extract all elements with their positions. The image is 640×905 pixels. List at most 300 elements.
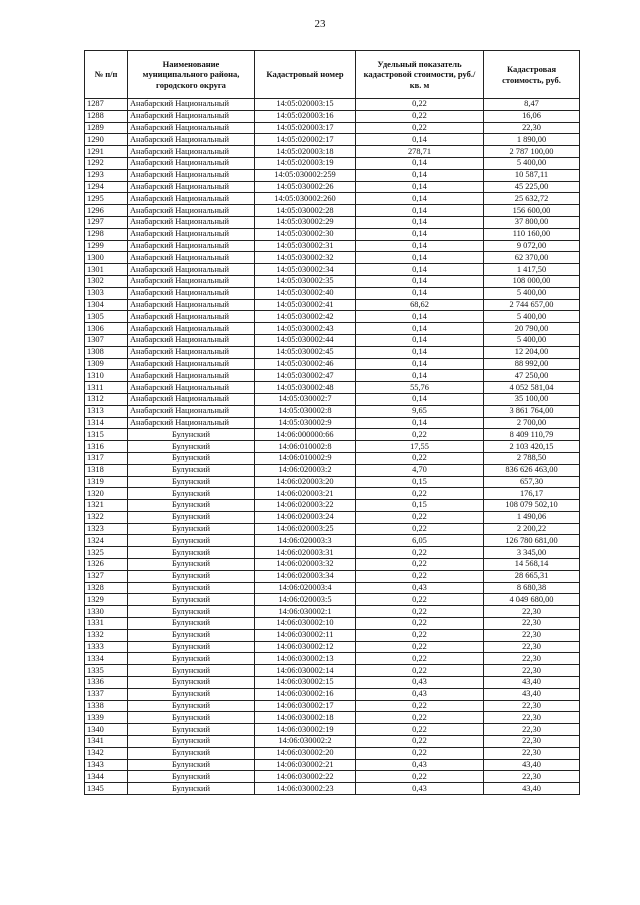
specific-indicator: 0,43 <box>356 783 484 795</box>
specific-indicator: 0,22 <box>356 511 484 523</box>
table-row <box>85 618 580 630</box>
cadastral-value: 22,30 <box>484 122 580 134</box>
district-name: Булунский <box>128 441 255 453</box>
district-name: Булунский <box>128 724 255 736</box>
row-number: 1343 <box>85 759 128 771</box>
cadastral-number: 14:05:030002:28 <box>255 205 356 217</box>
cadastral-number: 14:06:030002:1 <box>255 606 356 618</box>
table-row <box>85 417 580 429</box>
cadastral-value: 4 052 581,04 <box>484 382 580 394</box>
cadastral-value: 2 744 657,00 <box>484 299 580 311</box>
row-number: 1327 <box>85 570 128 582</box>
cadastral-number: 14:06:020003:31 <box>255 547 356 559</box>
row-number: 1324 <box>85 535 128 547</box>
district-name: Анабарский Национальный <box>128 252 255 264</box>
cadastral-value: 2 788,50 <box>484 452 580 464</box>
specific-indicator: 0,22 <box>356 488 484 500</box>
district-name: Булунский <box>128 677 255 689</box>
district-name: Булунский <box>128 736 255 748</box>
cadastral-value: 5 400,00 <box>484 311 580 323</box>
cadastral-number: 14:06:010002:9 <box>255 452 356 464</box>
row-number: 1339 <box>85 712 128 724</box>
specific-indicator: 0,22 <box>356 724 484 736</box>
cadastral-value: 62 370,00 <box>484 252 580 264</box>
cadastral-number: 14:05:030002:43 <box>255 323 356 335</box>
table-row <box>85 169 580 181</box>
row-number: 1290 <box>85 134 128 146</box>
cadastral-value: 43,40 <box>484 759 580 771</box>
cadastral-value: 3 861 764,00 <box>484 405 580 417</box>
cadastral-value: 43,40 <box>484 783 580 795</box>
cadastral-number: 14:05:030002:42 <box>255 311 356 323</box>
row-number: 1305 <box>85 311 128 323</box>
table-row <box>85 559 580 571</box>
specific-indicator: 0,14 <box>356 193 484 205</box>
specific-indicator: 4,70 <box>356 464 484 476</box>
district-name: Булунский <box>128 712 255 724</box>
district-name: Анабарский Национальный <box>128 169 255 181</box>
table-row <box>85 252 580 264</box>
header-num: № п/п <box>85 51 128 99</box>
header-specific-indicator: Удельный показатель кадастровой стоимости, руб./кв. м <box>356 51 484 99</box>
row-number: 1294 <box>85 181 128 193</box>
specific-indicator: 0,15 <box>356 476 484 488</box>
table-row <box>85 665 580 677</box>
table-row <box>85 134 580 146</box>
specific-indicator: 68,62 <box>356 299 484 311</box>
specific-indicator: 0,22 <box>356 641 484 653</box>
row-number: 1333 <box>85 641 128 653</box>
row-number: 1291 <box>85 146 128 158</box>
table-row <box>85 783 580 795</box>
cadastral-value: 108 079 502,10 <box>484 500 580 512</box>
specific-indicator: 0,22 <box>356 594 484 606</box>
cadastral-value: 35 100,00 <box>484 393 580 405</box>
table-row <box>85 570 580 582</box>
cadastral-number: 14:05:030002:44 <box>255 334 356 346</box>
cadastral-value: 2 103 420,15 <box>484 441 580 453</box>
cadastral-number: 14:05:030002:259 <box>255 169 356 181</box>
cadastral-number: 14:06:030002:12 <box>255 641 356 653</box>
table-row <box>85 264 580 276</box>
specific-indicator: 0,43 <box>356 688 484 700</box>
cadastral-value: 25 632,72 <box>484 193 580 205</box>
row-number: 1319 <box>85 476 128 488</box>
specific-indicator: 0,14 <box>356 205 484 217</box>
row-number: 1337 <box>85 688 128 700</box>
district-name: Анабарский Национальный <box>128 264 255 276</box>
cadastral-value: 16,06 <box>484 110 580 122</box>
row-number: 1302 <box>85 275 128 287</box>
district-name: Булунский <box>128 759 255 771</box>
cadastral-value: 8 409 110,79 <box>484 429 580 441</box>
cadastral-number: 14:05:030002:48 <box>255 382 356 394</box>
header-district: Наименование муниципального района, городского округа <box>128 51 255 99</box>
cadastral-number: 14:05:030002:34 <box>255 264 356 276</box>
table-row <box>85 736 580 748</box>
row-number: 1325 <box>85 547 128 559</box>
table-row <box>85 547 580 559</box>
table-row <box>85 346 580 358</box>
row-number: 1306 <box>85 323 128 335</box>
cadastral-number: 14:05:020003:17 <box>255 122 356 134</box>
row-number: 1332 <box>85 629 128 641</box>
row-number: 1318 <box>85 464 128 476</box>
cadastral-number: 14:06:030002:16 <box>255 688 356 700</box>
cadastral-value: 22,30 <box>484 700 580 712</box>
cadastral-number: 14:06:020003:4 <box>255 582 356 594</box>
cadastral-value: 5 400,00 <box>484 287 580 299</box>
cadastral-number: 14:06:020003:2 <box>255 464 356 476</box>
district-name: Анабарский Национальный <box>128 240 255 252</box>
cadastral-number: 14:06:030002:15 <box>255 677 356 689</box>
district-name: Булунский <box>128 653 255 665</box>
cadastral-value: 1 890,00 <box>484 134 580 146</box>
specific-indicator: 55,76 <box>356 382 484 394</box>
cadastral-table <box>84 50 580 795</box>
row-number: 1303 <box>85 287 128 299</box>
table-row <box>85 511 580 523</box>
table-row <box>85 677 580 689</box>
row-number: 1315 <box>85 429 128 441</box>
row-number: 1313 <box>85 405 128 417</box>
district-name: Булунский <box>128 688 255 700</box>
row-number: 1296 <box>85 205 128 217</box>
specific-indicator: 0,14 <box>356 417 484 429</box>
row-number: 1295 <box>85 193 128 205</box>
cadastral-value: 110 160,00 <box>484 228 580 240</box>
table-row <box>85 334 580 346</box>
specific-indicator: 0,22 <box>356 700 484 712</box>
specific-indicator: 0,14 <box>356 275 484 287</box>
specific-indicator: 0,14 <box>356 334 484 346</box>
specific-indicator: 0,22 <box>356 712 484 724</box>
district-name: Анабарский Национальный <box>128 99 255 111</box>
specific-indicator: 0,22 <box>356 122 484 134</box>
cadastral-value: 5 400,00 <box>484 334 580 346</box>
specific-indicator: 0,14 <box>356 393 484 405</box>
specific-indicator: 0,22 <box>356 99 484 111</box>
district-name: Булунский <box>128 429 255 441</box>
district-name: Анабарский Национальный <box>128 181 255 193</box>
cadastral-number: 14:06:020003:34 <box>255 570 356 582</box>
table-row <box>85 382 580 394</box>
row-number: 1297 <box>85 216 128 228</box>
page-number: 23 <box>314 18 326 30</box>
row-number: 1344 <box>85 771 128 783</box>
cadastral-value: 22,30 <box>484 712 580 724</box>
specific-indicator: 0,22 <box>356 559 484 571</box>
specific-indicator: 0,22 <box>356 665 484 677</box>
district-name: Булунский <box>128 629 255 641</box>
specific-indicator: 0,14 <box>356 346 484 358</box>
cadastral-value: 22,30 <box>484 606 580 618</box>
specific-indicator: 0,22 <box>356 747 484 759</box>
cadastral-number: 14:06:020003:25 <box>255 523 356 535</box>
cadastral-number: 14:05:030002:47 <box>255 370 356 382</box>
specific-indicator: 278,71 <box>356 146 484 158</box>
district-name: Булунский <box>128 488 255 500</box>
district-name: Булунский <box>128 476 255 488</box>
cadastral-value: 43,40 <box>484 677 580 689</box>
row-number: 1326 <box>85 559 128 571</box>
cadastral-value: 1 490,06 <box>484 511 580 523</box>
specific-indicator: 0,22 <box>356 606 484 618</box>
row-number: 1322 <box>85 511 128 523</box>
specific-indicator: 0,14 <box>356 134 484 146</box>
district-name: Анабарский Национальный <box>128 405 255 417</box>
district-name: Булунский <box>128 665 255 677</box>
cadastral-value: 836 626 463,00 <box>484 464 580 476</box>
row-number: 1301 <box>85 264 128 276</box>
cadastral-number: 14:06:010002:8 <box>255 441 356 453</box>
row-number: 1345 <box>85 783 128 795</box>
cadastral-value: 28 665,31 <box>484 570 580 582</box>
row-number: 1334 <box>85 653 128 665</box>
specific-indicator: 0,22 <box>356 736 484 748</box>
row-number: 1310 <box>85 370 128 382</box>
row-number: 1298 <box>85 228 128 240</box>
cadastral-number: 14:06:020003:24 <box>255 511 356 523</box>
specific-indicator: 0,14 <box>356 157 484 169</box>
cadastral-value: 2 787 100,00 <box>484 146 580 158</box>
table-row <box>85 606 580 618</box>
table-row <box>85 500 580 512</box>
cadastral-value: 22,30 <box>484 724 580 736</box>
table-row <box>85 181 580 193</box>
row-number: 1288 <box>85 110 128 122</box>
district-name: Анабарский Национальный <box>128 370 255 382</box>
cadastral-number: 14:05:030002:40 <box>255 287 356 299</box>
cadastral-number: 14:06:030002:14 <box>255 665 356 677</box>
district-name: Анабарский Национальный <box>128 228 255 240</box>
district-name: Булунский <box>128 511 255 523</box>
table-row <box>85 629 580 641</box>
district-name: Булунский <box>128 700 255 712</box>
cadastral-value: 4 049 680,00 <box>484 594 580 606</box>
specific-indicator: 0,22 <box>356 110 484 122</box>
table-row <box>85 216 580 228</box>
cadastral-value: 657,30 <box>484 476 580 488</box>
table-row <box>85 452 580 464</box>
cadastral-value: 45 225,00 <box>484 181 580 193</box>
cadastral-number: 14:06:030002:13 <box>255 653 356 665</box>
cadastral-number: 14:05:020003:19 <box>255 157 356 169</box>
cadastral-value: 2 700,00 <box>484 417 580 429</box>
district-name: Анабарский Национальный <box>128 146 255 158</box>
district-name: Булунский <box>128 535 255 547</box>
row-number: 1331 <box>85 618 128 630</box>
specific-indicator: 9,65 <box>356 405 484 417</box>
cadastral-number: 14:05:030002:45 <box>255 346 356 358</box>
row-number: 1314 <box>85 417 128 429</box>
cadastral-value: 126 780 681,00 <box>484 535 580 547</box>
table-row <box>85 771 580 783</box>
cadastral-value: 22,30 <box>484 629 580 641</box>
table-row <box>85 110 580 122</box>
table-row <box>85 747 580 759</box>
table-row <box>85 287 580 299</box>
row-number: 1287 <box>85 99 128 111</box>
cadastral-value: 8 680,38 <box>484 582 580 594</box>
row-number: 1340 <box>85 724 128 736</box>
cadastral-value: 8,47 <box>484 99 580 111</box>
district-name: Булунский <box>128 500 255 512</box>
table-row <box>85 429 580 441</box>
row-number: 1335 <box>85 665 128 677</box>
specific-indicator: 0,14 <box>356 370 484 382</box>
table-row <box>85 299 580 311</box>
table-row <box>85 759 580 771</box>
header-cadastral-number: Кадастровый номер <box>255 51 356 99</box>
row-number: 1323 <box>85 523 128 535</box>
header-cadastral-value: Кадастровая стоимость, руб. <box>484 51 580 99</box>
row-number: 1309 <box>85 358 128 370</box>
cadastral-value: 5 400,00 <box>484 157 580 169</box>
table-row <box>85 393 580 405</box>
district-name: Анабарский Национальный <box>128 275 255 287</box>
cadastral-number: 14:06:020003:3 <box>255 535 356 547</box>
district-name: Анабарский Национальный <box>128 334 255 346</box>
cadastral-number: 14:06:030002:11 <box>255 629 356 641</box>
cadastral-number: 14:06:030002:20 <box>255 747 356 759</box>
cadastral-value: 2 200,22 <box>484 523 580 535</box>
table-row <box>85 228 580 240</box>
row-number: 1293 <box>85 169 128 181</box>
district-name: Булунский <box>128 464 255 476</box>
cadastral-number: 14:06:030002:23 <box>255 783 356 795</box>
cadastral-number: 14:05:020002:17 <box>255 134 356 146</box>
cadastral-value: 156 600,00 <box>484 205 580 217</box>
table-header-row <box>85 51 580 99</box>
specific-indicator: 0,43 <box>356 759 484 771</box>
row-number: 1312 <box>85 393 128 405</box>
cadastral-number: 14:06:030002:17 <box>255 700 356 712</box>
table-row <box>85 99 580 111</box>
row-number: 1300 <box>85 252 128 264</box>
specific-indicator: 0,22 <box>356 629 484 641</box>
district-name: Анабарский Национальный <box>128 122 255 134</box>
cadastral-number: 14:06:030002:19 <box>255 724 356 736</box>
specific-indicator: 6,05 <box>356 535 484 547</box>
district-name: Булунский <box>128 641 255 653</box>
cadastral-number: 14:06:030002:10 <box>255 618 356 630</box>
cadastral-value: 22,30 <box>484 771 580 783</box>
table-row <box>85 323 580 335</box>
cadastral-number: 14:05:020003:16 <box>255 110 356 122</box>
district-name: Анабарский Национальный <box>128 110 255 122</box>
cadastral-value: 22,30 <box>484 665 580 677</box>
specific-indicator: 0,22 <box>356 570 484 582</box>
district-name: Булунский <box>128 582 255 594</box>
cadastral-number: 14:05:030002:29 <box>255 216 356 228</box>
table-row <box>85 700 580 712</box>
specific-indicator: 0,14 <box>356 323 484 335</box>
table-row <box>85 724 580 736</box>
cadastral-number: 14:06:020003:32 <box>255 559 356 571</box>
specific-indicator: 17,55 <box>356 441 484 453</box>
cadastral-value: 43,40 <box>484 688 580 700</box>
table-row <box>85 275 580 287</box>
table-body <box>85 99 580 795</box>
district-name: Булунский <box>128 559 255 571</box>
cadastral-number: 14:05:020003:15 <box>255 99 356 111</box>
cadastral-number: 14:06:030002:22 <box>255 771 356 783</box>
specific-indicator: 0,14 <box>356 252 484 264</box>
table-row <box>85 193 580 205</box>
row-number: 1308 <box>85 346 128 358</box>
cadastral-value: 47 250,00 <box>484 370 580 382</box>
cadastral-value: 108 000,00 <box>484 275 580 287</box>
row-number: 1336 <box>85 677 128 689</box>
cadastral-number: 14:06:030002:18 <box>255 712 356 724</box>
table-row <box>85 594 580 606</box>
cadastral-value: 176,17 <box>484 488 580 500</box>
cadastral-value: 22,30 <box>484 618 580 630</box>
row-number: 1289 <box>85 122 128 134</box>
cadastral-value: 20 790,00 <box>484 323 580 335</box>
table-row <box>85 523 580 535</box>
cadastral-number: 14:05:030002:260 <box>255 193 356 205</box>
cadastral-number: 14:06:020003:21 <box>255 488 356 500</box>
table-row <box>85 582 580 594</box>
row-number: 1321 <box>85 500 128 512</box>
district-name: Анабарский Национальный <box>128 393 255 405</box>
cadastral-number: 14:05:020003:18 <box>255 146 356 158</box>
row-number: 1320 <box>85 488 128 500</box>
table-row <box>85 476 580 488</box>
row-number: 1299 <box>85 240 128 252</box>
specific-indicator: 0,22 <box>356 653 484 665</box>
district-name: Анабарский Национальный <box>128 299 255 311</box>
cadastral-number: 14:06:000000:66 <box>255 429 356 441</box>
cadastral-value: 22,30 <box>484 653 580 665</box>
cadastral-value: 10 587,11 <box>484 169 580 181</box>
district-name: Булунский <box>128 783 255 795</box>
row-number: 1329 <box>85 594 128 606</box>
table-row <box>85 712 580 724</box>
cadastral-value: 88 992,00 <box>484 358 580 370</box>
cadastral-number: 14:06:020003:5 <box>255 594 356 606</box>
district-name: Булунский <box>128 618 255 630</box>
district-name: Булунский <box>128 771 255 783</box>
cadastral-value: 14 568,14 <box>484 559 580 571</box>
cadastral-number: 14:05:030002:7 <box>255 393 356 405</box>
table-row <box>85 370 580 382</box>
district-name: Булунский <box>128 747 255 759</box>
table-row <box>85 653 580 665</box>
cadastral-number: 14:05:030002:41 <box>255 299 356 311</box>
row-number: 1338 <box>85 700 128 712</box>
row-number: 1316 <box>85 441 128 453</box>
cadastral-number: 14:05:030002:8 <box>255 405 356 417</box>
cadastral-number: 14:05:030002:31 <box>255 240 356 252</box>
table-row <box>85 205 580 217</box>
cadastral-number: 14:05:030002:26 <box>255 181 356 193</box>
district-name: Булунский <box>128 547 255 559</box>
district-name: Булунский <box>128 570 255 582</box>
cadastral-value: 3 345,00 <box>484 547 580 559</box>
specific-indicator: 0,22 <box>356 452 484 464</box>
specific-indicator: 0,14 <box>356 311 484 323</box>
specific-indicator: 0,14 <box>356 264 484 276</box>
cadastral-number: 14:05:030002:35 <box>255 275 356 287</box>
cadastral-value: 1 417,50 <box>484 264 580 276</box>
cadastral-number: 14:06:020003:22 <box>255 500 356 512</box>
district-name: Анабарский Национальный <box>128 323 255 335</box>
row-number: 1304 <box>85 299 128 311</box>
district-name: Анабарский Национальный <box>128 287 255 299</box>
